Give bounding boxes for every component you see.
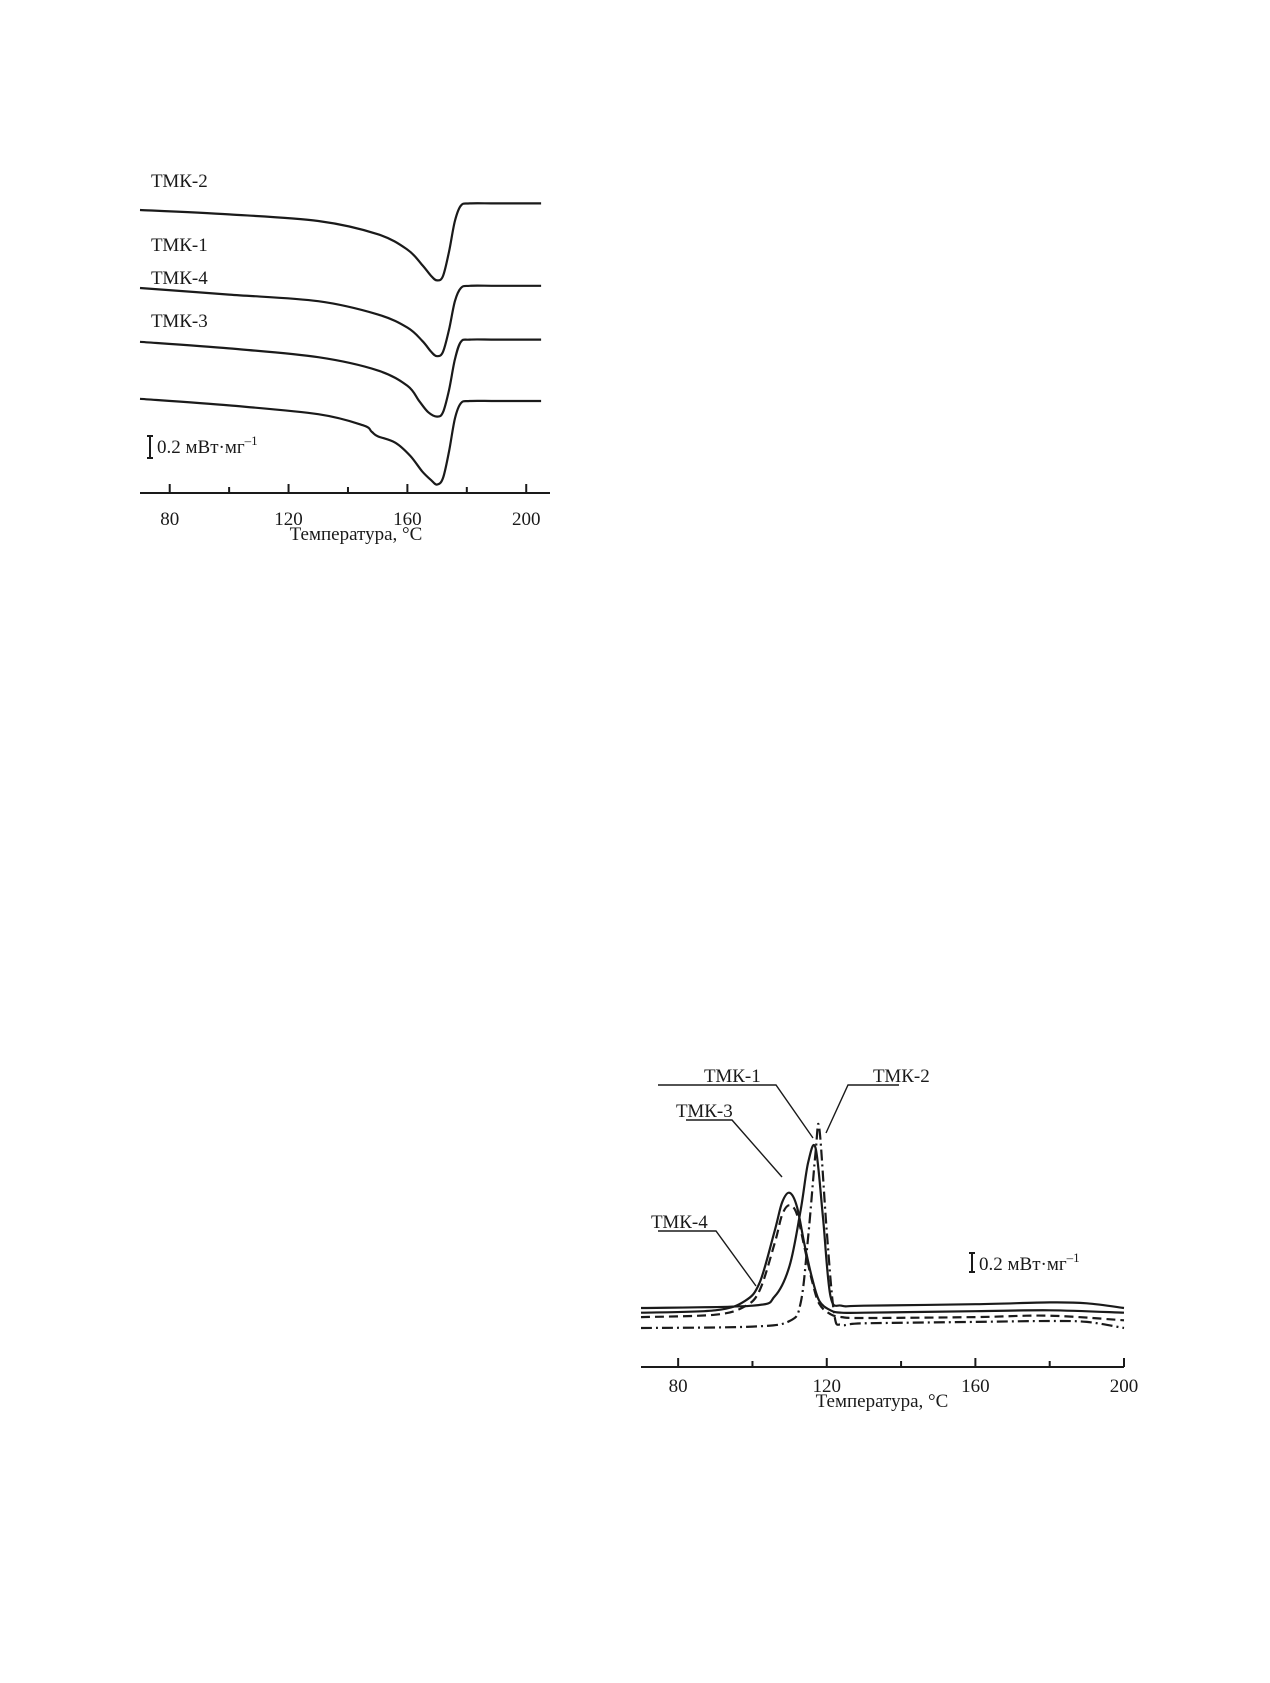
dsc-heating-chart [140, 171, 550, 545]
series-label: ТМК-4 [651, 1212, 708, 1233]
x-axis-label: Температура, °C [289, 524, 423, 545]
series-line-ТМК-1 [641, 1145, 1124, 1308]
scale-bar-label [157, 433, 258, 458]
scale-bar-label [979, 1250, 1080, 1275]
series-callout-line [826, 1085, 899, 1133]
x-axis-label: Температура, °C [815, 1391, 949, 1412]
series-label: ТМК-2 [151, 171, 208, 192]
series-label: ТМК-1 [151, 235, 208, 256]
scale-bar-exponent: –1 [1066, 1250, 1080, 1265]
series-label: ТМК-1 [704, 1066, 761, 1087]
x-tick-label: 160 [393, 509, 422, 530]
series-label: ТМК-2 [873, 1066, 930, 1087]
series-line-ТМК-2 [641, 1124, 1124, 1328]
x-tick-label: 200 [1109, 1376, 1139, 1397]
x-tick-label: 80 [160, 509, 180, 530]
x-tick-label: 120 [812, 1376, 842, 1397]
scale-bar-text: 0.2 мВт·мг [979, 1254, 1067, 1275]
series-line-ТМК-3 [641, 1193, 1124, 1313]
x-tick-label: 200 [511, 509, 541, 530]
x-tick-label: 80 [668, 1376, 688, 1397]
series-callout-line [686, 1120, 782, 1177]
series-line-ТМК-4 [140, 339, 541, 416]
series-label: ТМК-3 [676, 1101, 733, 1122]
x-tick-label: 160 [961, 1376, 990, 1397]
series-label: ТМК-4 [151, 268, 208, 289]
series-label: ТМК-3 [151, 311, 208, 332]
x-tick-label: 120 [274, 509, 303, 530]
series-callout-line [658, 1231, 756, 1286]
dsc-cooling-chart [641, 1066, 1138, 1412]
scale-bar-text: 0.2 мВт·мг [157, 437, 245, 458]
scale-bar-exponent: –1 [244, 433, 258, 448]
